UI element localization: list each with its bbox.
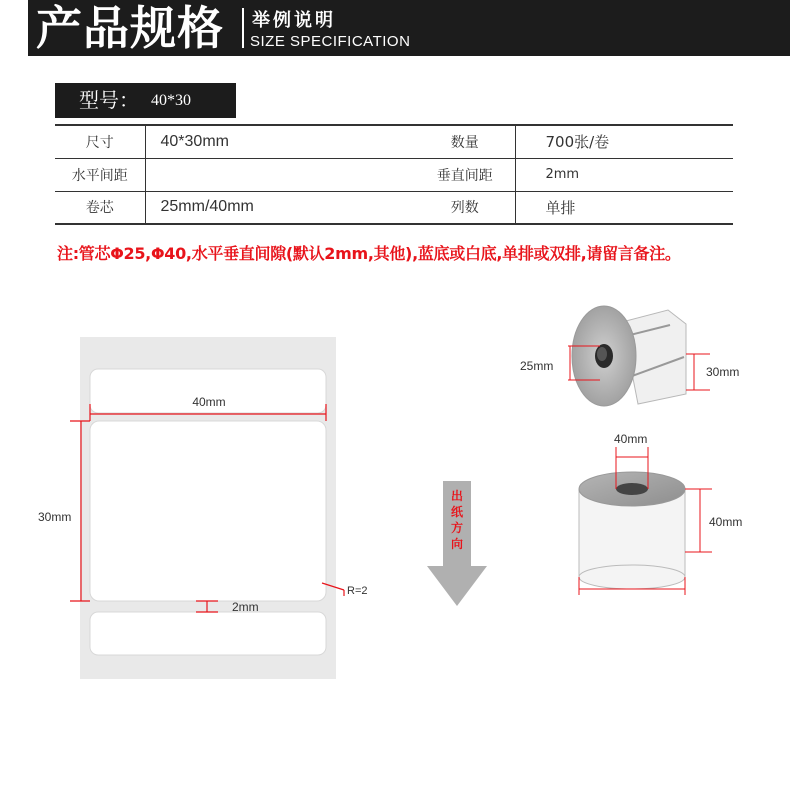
spec-value: 25mm/40mm <box>160 198 254 216</box>
note-text: 注:管芯Φ25,Φ40,水平垂直间隙(默认2mm,其他),蓝底或白底,单排或双排,请留言备注。 <box>57 244 681 263</box>
feed-direction-char-2: 纸 <box>450 505 464 519</box>
model-label: 型号： <box>79 88 139 112</box>
label-main <box>90 421 326 601</box>
roll-diagram-small-core <box>520 306 739 406</box>
header-subtitle-en: SIZE SPECIFICATION <box>250 33 411 50</box>
spec-label: 卷芯 <box>55 191 145 224</box>
spec-label: 数量 <box>415 125 515 158</box>
spec-value: 40*30mm <box>160 132 229 150</box>
page-title: 产品规格 <box>36 1 224 55</box>
roll-core-label: 25mm <box>520 359 554 373</box>
roll2-core-label: 40mm <box>614 432 648 446</box>
roll-diagram-large-core <box>579 432 742 595</box>
width-dimension-label: 40mm <box>192 395 226 409</box>
header-subtitle-cn: 举例说明 <box>252 10 336 31</box>
model-value: 40*30 <box>151 92 191 109</box>
radius-label: R=2 <box>347 585 368 597</box>
spec-label: 垂直间距 <box>415 158 515 191</box>
feed-direction-char-1: 出 <box>450 489 464 503</box>
feed-direction-char-4: 向 <box>450 537 464 551</box>
spec-label: 水平间距 <box>55 158 145 191</box>
height-dimension-label: 30mm <box>38 510 72 524</box>
spec-label: 列数 <box>415 191 515 224</box>
roll2-height-label: 40mm <box>709 515 743 529</box>
label-sheet-diagram <box>38 337 368 679</box>
spec-label: 尺寸 <box>55 125 145 158</box>
roll-height-label: 30mm <box>706 365 740 379</box>
spec-value: 700张/卷 <box>545 133 610 152</box>
spec-value: 单排 <box>545 198 576 217</box>
feed-direction-char-3: 方 <box>450 521 464 535</box>
gap-dimension-label: 2mm <box>232 600 259 614</box>
label-bottom <box>90 612 326 655</box>
feed-direction-arrow <box>427 481 487 606</box>
spec-value: 2mm <box>545 167 580 182</box>
